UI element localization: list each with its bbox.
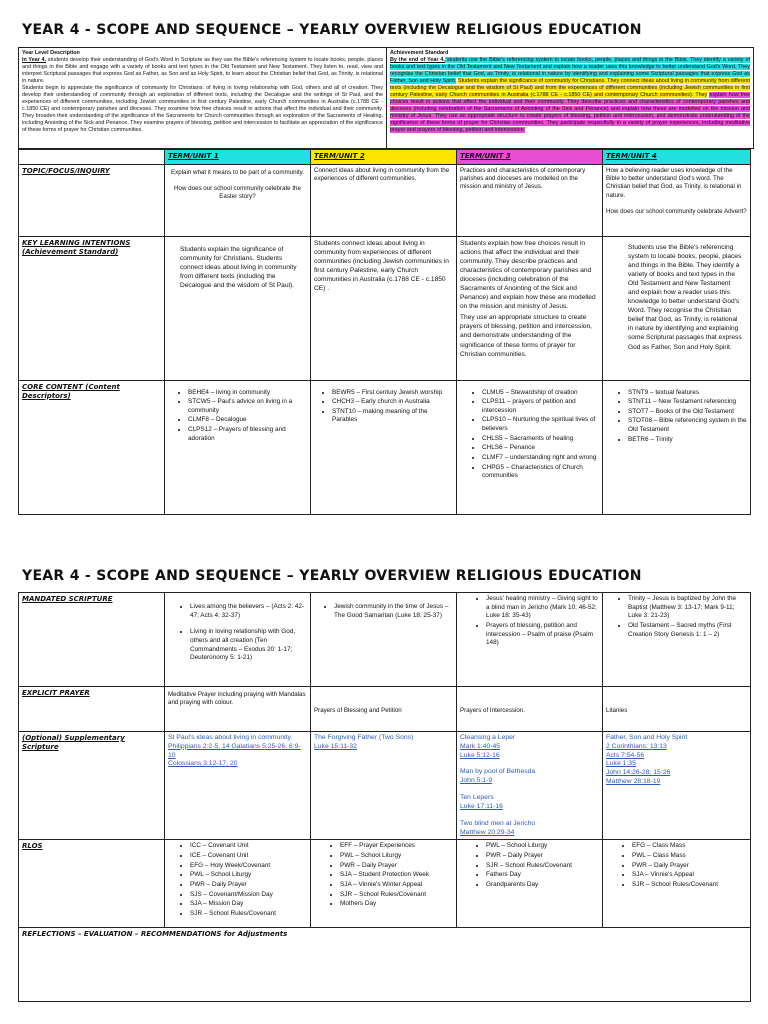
overview-table-2	[18, 592, 751, 1002]
supp-heading: Man by pool of Bethesda	[460, 768, 536, 776]
scripture-link[interactable]: Luke 1:35	[606, 760, 636, 768]
topic-term-1: Explain what it means to be part of a community. How does our school community celebrate the Easter story?	[165, 164, 311, 236]
list-item: • Jewish community in the time of Jesus – The Good Samaritan (Luke 18: 25-37)	[334, 603, 453, 620]
list-item: • SJR – School Rules/Covenant	[486, 862, 599, 871]
core-term-3	[457, 380, 603, 514]
list-item: • CHLS5 – Sacraments of healing	[482, 435, 599, 444]
topic-term-3: Practices and characteristics of contemporary parishes and dioceses are modelled on the mission and ministry of Jesus.	[457, 164, 603, 236]
term-header-blank	[19, 150, 165, 165]
supp-heading: Father, Son and Holy Spirit	[606, 734, 688, 741]
list-item: • PWL – School Liturgy	[190, 871, 307, 880]
supp-term-2	[311, 732, 457, 840]
year-level-description-cell	[19, 48, 387, 149]
achievement-part-2: Students explain the significance of community for Christians. They connect ideas about living in community from different texts (including the Decalogue and the wisdom of St Paul) and from the experiences of different communities (including Jewish communities in first century Palestine, early Church communities in Australia (c.1788 CE - c.1850 CE) and contemporary Church communities). They	[390, 78, 751, 99]
kli-term-1: Students explain the significance of community for Christians. Students connect ideas about living in community from different texts (including the Decalogue and the wisdom of St Paul).	[165, 236, 311, 380]
scripture-term-2	[311, 593, 457, 687]
list-item: • EFG – Class Mass	[632, 842, 747, 851]
kli-term-3: Students explain how free choices result in actions that affect the individual and their community. They describe practices and characteristics of contemporary parishes and dioceses (including celebration of the Sacraments of Anointing of the Sick and Penance) and explain how these are modelled on the mission and ministry of Jesus. They use an appropriate structure to create prayers of blessing, petition and intercession, and demonstrate understanding of the significance of these forms of prayer for Christian communities.	[457, 236, 603, 380]
list-item: • Grandparents Day	[486, 881, 599, 890]
scripture-link[interactable]: Matthew 20:29-34	[460, 828, 515, 836]
list-item: • PWL – School Liturgy	[340, 852, 453, 861]
list-item: • PWR – Daily Prayer	[340, 862, 453, 871]
list-item: • CHLS6 – Penance	[482, 444, 599, 453]
row-label-kli: KEY LEARNING INTENTIONS (Achievement Standard)	[19, 236, 165, 380]
rlos-term-1	[165, 840, 311, 928]
list-item: • CLMF8 – Decalogue	[188, 416, 307, 425]
supp-heading: Ten Lepers	[460, 794, 494, 802]
topic-term-2: Connect ideas about living in community from the experiences of different communities.	[311, 164, 457, 236]
description-table	[18, 47, 754, 149]
list-item: • CHCH3 – Early church in Australia	[332, 398, 453, 407]
scripture-link[interactable]: 2 Corinthians: 13:13	[606, 742, 667, 750]
list-item: • STOT7 – Books of the Old Testament	[628, 408, 747, 417]
rlos-term-2	[311, 840, 457, 928]
list-item: • SJS – Covenant/Mission Day	[190, 891, 307, 900]
list-item: • SJR – School Rules/Covenant	[190, 910, 307, 919]
list-item: • Lives among the believers – (Acts 2: 42-47; Acts 4: 32-37)	[190, 603, 307, 620]
prayer-term-3: Prayers of Intercession.	[457, 687, 603, 732]
core-term-2	[311, 380, 457, 514]
year-level-text: students develop their understanding of God's Word in Scripture as they use the Bible's referencing system to locate books, people, places and things in the Bible and engage with a variety of books and text types in the Old Testament and New Testament. They listen to, read, view and interpret Scriptural passages that express God as Father, as Son and as Holy Spirit, to learn about the Christian belief that God, as Trinity, is relational in nature.	[22, 57, 383, 85]
scripture-link[interactable]: Colossians 3:12-17, 20	[168, 760, 238, 768]
term-header-2: TERM/UNIT 2	[311, 150, 457, 165]
year-level-heading: Year Level Description	[22, 50, 80, 56]
list-item: • Prayers of blessing, petition and intercession – Psalm of praise (Psalm 148)	[486, 622, 599, 648]
scripture-link[interactable]: John 5:1-9	[460, 777, 493, 785]
kli-term-2: Students connect ideas about living in community from experiences of different communities (including Jewish communities in first century Palestine, early Church communities in Australia (c.1788 CE - c.1850 CE) .	[311, 236, 457, 380]
list-item: • SJR – School Rules/Covenant	[632, 881, 747, 890]
list-item: • SJA – Student Protection Week	[340, 871, 453, 880]
list-item: • CLMF7 – understanding right and wrong	[482, 454, 599, 463]
scripture-term-3	[457, 593, 603, 687]
list-item: • BETR6 – Trinity	[628, 436, 747, 445]
prayer-term-4: Litanies	[603, 687, 751, 732]
row-label-prayer: EXPLICIT PRAYER	[19, 687, 165, 732]
list-item: • Mothers Day	[340, 900, 453, 909]
achievement-heading: Achievement Standard	[390, 50, 449, 56]
scripture-link[interactable]: Luke 5:12-16	[460, 751, 500, 759]
page-title-2: YEAR 4 - SCOPE AND SEQUENCE – YEARLY OVERVIEW RELIGIOUS EDUCATION	[22, 568, 642, 584]
list-item: • STNT10 – making meaning of the Parables	[332, 408, 453, 425]
list-item: • Old Testament – Sacred myths (First Creation Story Genesis 1: 1 – 2)	[628, 622, 747, 639]
list-item: • CLPS12 – Prayers of blessing and adoration	[188, 426, 307, 443]
scripture-link[interactable]: Matthew 28:18-19	[606, 778, 661, 786]
supp-term-1	[165, 732, 311, 840]
achievement-part-3: explain how free choices result in actions that affect the individual and their community. They describe practices and characteristics of contemporary parishes and dioceses (including celebration of the Sacraments of Anointing of the Sick and Penance) and explain how these are modelled on the mission and ministry of Jesus. They use an appropriate structure to create prayers of blessing, petition and intercession, and demonstrate understanding of the significance of these forms of prayer for Christian communities.	[390, 92, 751, 127]
achievement-lead: By the end of Year 4,	[390, 57, 445, 64]
list-item: • ICC – Covenant Unit	[190, 842, 307, 851]
list-item: • PWL – School Liturgy	[486, 842, 599, 851]
list-item: • CLMU5 – Stewardship of creation	[482, 389, 599, 398]
list-item: • SJA – Vinnie's Winter Appeal	[340, 881, 453, 890]
page-title: YEAR 4 - SCOPE AND SEQUENCE – YEARLY OVERVIEW RELIGIOUS EDUCATION	[22, 22, 642, 38]
supp-heading: St Paul's ideas about living in community	[168, 734, 291, 741]
overview-table-1	[18, 149, 751, 515]
list-item: • EFF – Prayer Experiences	[340, 842, 453, 851]
scripture-term-1	[165, 593, 311, 687]
list-item: • PWR – Daily Prayer	[190, 881, 307, 890]
scripture-link[interactable]: Acts 7:54-56	[606, 751, 645, 759]
prayer-term-1: Meditative Prayer including praying with Mandalas and praying with colour.	[165, 687, 311, 732]
year-level-text-2: Students begin to appreciate the significance of community for Christians: of living in loving relationship with God, others and all of creation. They develop their understanding of community through an exploration of different texts, including the Decalogue and the writings of St Paul, and the experiences of different communities, including Jewish communities in first century Palestine, early Church communities in Australia (c.1788 CE - c.1850 CE) and contemporary parishes and dioceses. They examine how free choices result in actions that affect the individual and their community. They broaden their understanding of the significance of the Sacraments for Church communities through an exploration of the Sacraments of Healing, including Anointing of the Sick and Penance. They examine prayers of blessing, petition and intercession to facilitate an appreciation of the significance of these forms of prayer for Christian communities.	[22, 85, 383, 134]
rlos-term-3	[457, 840, 603, 928]
scripture-link[interactable]: John 14:26-28; 15:26	[606, 769, 671, 777]
prayer-term-2: Prayers of Blessing and Petition	[311, 687, 457, 732]
term-header-3: TERM/UNIT 3	[457, 150, 603, 165]
list-item: • BEWR5 – First century Jewish worship	[332, 389, 453, 398]
supp-term-4	[603, 732, 751, 840]
supp-heading: The Forgiving Father (Two Sons)	[314, 734, 414, 741]
achievement-part-1: students use the Bible's referencing system to locate books, people, places and things in the Bible. They identify a variety of books and text types in the Old Testament and New Testament and explain how a reader uses this knowledge to better understand God's Word. They recognise the Christian belief that God, as Trinity, is relational in nature by identifying and explaining some Scriptural passages that express God as Father, Son and Holy Spirit.	[390, 57, 750, 85]
list-item: • Jesus' healing ministry – Giving sight to a blind man in Jericho (Mark 10: 46-52; Luke 18: 35-43)	[486, 595, 599, 621]
row-label-scripture: MANDATED SCRIPTURE	[19, 593, 165, 687]
list-item: • Living in loving relationship with God, others and all creation (Ten Commandments – Exodus 20: 1-17; Deuteronomy 5: 1-21)	[190, 628, 307, 663]
scripture-link[interactable]: Philippians 2:2-5, 14 Galatians 5:25-26, 6:9-10	[168, 742, 301, 759]
list-item: • Trinity – Jesus is baptized by John the Baptist (Matthew 3: 13-17; Mark 9-11; Luke 3: 21-23)	[628, 595, 747, 621]
list-item: • PWL – Class Mass	[632, 852, 747, 861]
list-item: • SJR – School Rules/Covenant	[340, 891, 453, 900]
list-item: • ICE – Covenant Unit	[190, 852, 307, 861]
list-item: • CLPS10 – Nurturing the spiritual lives of believers	[482, 416, 599, 433]
row-label-topic: TOPIC/FOCUS/INQUIRY	[19, 164, 165, 236]
year-level-lead: In Year 4,	[22, 57, 47, 64]
list-item: • STCW5 – Paul's advice on living in a community	[188, 398, 307, 415]
achievement-part-4: They participate respectfully in a variety of prayer experiences, including meditative prayer and prayers of blessing, petition and intercession.	[390, 120, 750, 134]
topic-term-4: How a believing reader uses knowledge of the Bible to better understand God's word. The Christian belief that God, as Trinity, is relational in nature. How does our school community celebrate Advent?	[603, 164, 751, 236]
list-item: • Fathers Day	[486, 871, 599, 880]
list-item: • SJA – Mission Day	[190, 900, 307, 909]
row-label-supplementary: (Optional) Supplementary Scripture	[19, 732, 165, 840]
list-item: • STNT9 – textual features	[628, 389, 747, 398]
list-item: • SJA – Vinnie's Appeal	[632, 871, 747, 880]
achievement-standard-cell	[387, 48, 754, 149]
scripture-link[interactable]: Mark 1:40-45	[460, 742, 501, 750]
rlos-term-4	[603, 840, 751, 928]
supp-heading: Cleansing a Leper	[460, 734, 516, 741]
term-header-4: TERM/UNIT 4	[603, 150, 751, 165]
kli-term-4: Students use the Bible's referencing system to locate books, people, places and things in the Bible. They identify a variety of books and text types in the Old Testament and New Testament and explain how a reader uses this knowledge to better understand God's Word. They recognise the Christian belief that God, as Trinity, is relational in nature by identifying and explaining some Scriptural passages that express God as Father, Son and Holy Spirit.	[603, 236, 751, 380]
list-item: • PWR – Daily Prayer	[486, 852, 599, 861]
supp-term-3	[457, 732, 603, 840]
list-item: • EFG – Holy Week/Covenant	[190, 862, 307, 871]
list-item: • STOT08 – Bible referencing system in the Old Testament	[628, 417, 747, 434]
list-item: • CHPG5 – Characteristics of Church communities	[482, 464, 599, 481]
term-header-1: TERM/UNIT 1	[165, 150, 311, 165]
list-item: • STNT11 – New Testament referencing	[628, 398, 747, 407]
list-item: • BEHE4 – living in community	[188, 389, 307, 398]
scripture-link[interactable]: Luke 15:11-32	[314, 742, 357, 750]
scripture-link[interactable]: Luke 17:11-16	[460, 802, 503, 810]
core-term-1	[165, 380, 311, 514]
core-term-4	[603, 380, 751, 514]
supp-heading: Two blind men at Jericho	[460, 819, 536, 827]
list-item: • CLPS11 – prayers of petition and intercession	[482, 398, 599, 415]
row-label-rlos: RLOS	[19, 840, 165, 928]
list-item: • PWR – Daily Prayer	[632, 862, 747, 871]
scripture-term-4	[603, 593, 751, 687]
reflections-row: REFLECTIONS – EVALUATION – RECOMMENDATIONS for Adjustments	[19, 928, 751, 1002]
row-label-core: CORE CONTENT (Content Descriptors)	[19, 380, 165, 514]
